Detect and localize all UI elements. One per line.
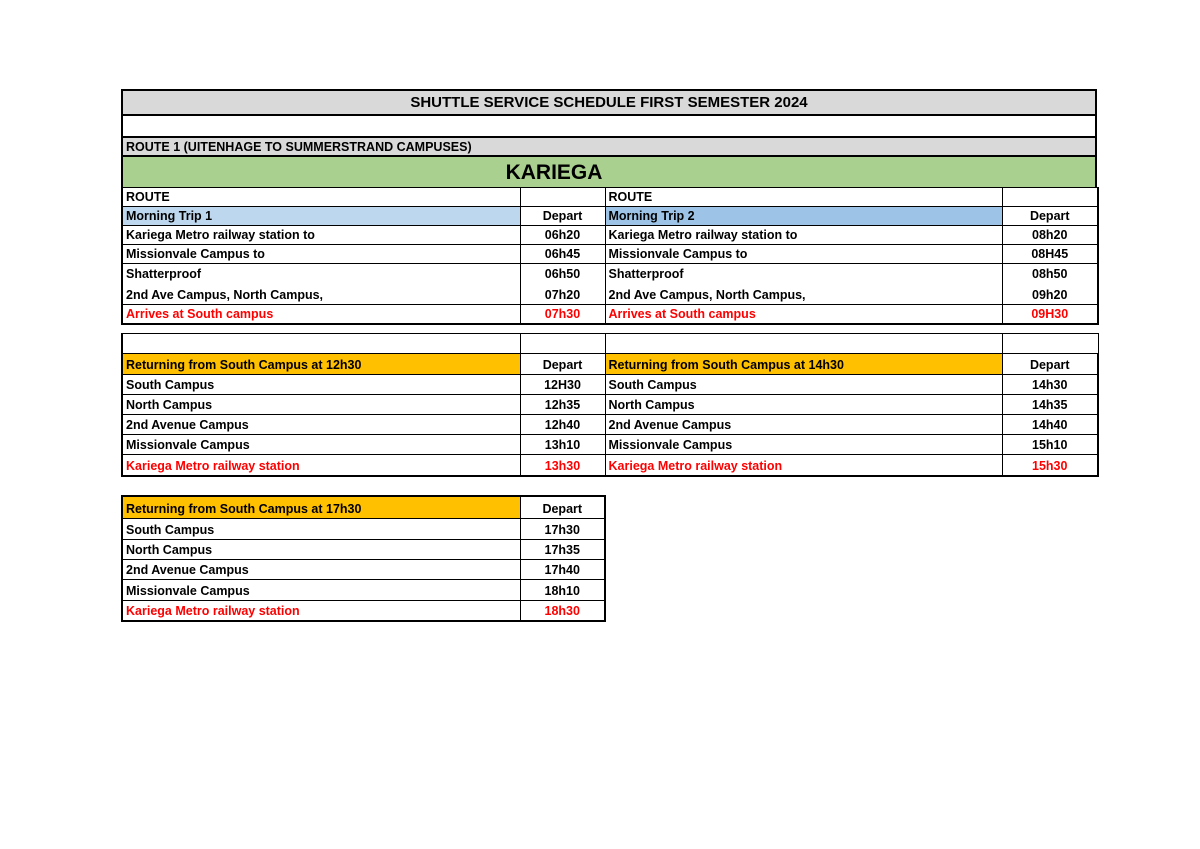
stop-name: Shatterproof bbox=[122, 264, 520, 283]
stop-name: South Campus bbox=[122, 375, 520, 395]
stop-name: North Campus bbox=[122, 395, 520, 415]
blank-cell bbox=[520, 334, 605, 354]
table-row bbox=[122, 579, 605, 600]
depart-header: Depart bbox=[1002, 207, 1098, 226]
route-heading-bar bbox=[121, 136, 1097, 157]
route-label-right: ROUTE bbox=[605, 188, 1002, 207]
stop-name: Missionvale Campus to bbox=[122, 245, 520, 264]
table-row bbox=[122, 305, 1098, 324]
arrival-stop: Arrives at South campus bbox=[605, 305, 1002, 324]
route-heading: ROUTE 1 (UITENHAGE TO SUMMERSTRAND CAMPUSES) bbox=[126, 140, 472, 154]
depart-time: 14h35 bbox=[1002, 395, 1098, 415]
table-row bbox=[122, 435, 1098, 455]
table-row bbox=[122, 207, 1098, 226]
blank-cell bbox=[122, 334, 520, 354]
return-trips-table bbox=[121, 333, 1099, 477]
arrival-time: 13h30 bbox=[520, 455, 605, 476]
stop-name: Shatterproof bbox=[605, 264, 1002, 283]
arrival-time: 09H30 bbox=[1002, 305, 1098, 324]
table-row bbox=[122, 375, 1098, 395]
town-title: KARIEGA bbox=[505, 161, 603, 184]
depart-time: 08h50 bbox=[1002, 264, 1098, 283]
stop-name: 2nd Avenue Campus bbox=[122, 415, 520, 435]
blank-cell bbox=[605, 334, 1002, 354]
arrival-stop: Kariega Metro railway station bbox=[605, 455, 1002, 476]
table-row bbox=[122, 354, 1098, 375]
stop-name: 2nd Ave Campus, North Campus, bbox=[605, 283, 1002, 305]
table-row bbox=[122, 455, 1098, 476]
morning-trip-2-label: Morning Trip 2 bbox=[605, 207, 1002, 226]
arrival-time: 15h30 bbox=[1002, 455, 1098, 476]
depart-time: 17h35 bbox=[520, 539, 605, 559]
table-row bbox=[122, 539, 605, 559]
depart-time: 14h30 bbox=[1002, 375, 1098, 395]
return-heading-14h30: Returning from South Campus at 14h30 bbox=[605, 354, 1002, 375]
stop-name: North Campus bbox=[605, 395, 1002, 415]
depart-time: 14h40 bbox=[1002, 415, 1098, 435]
depart-header: Depart bbox=[520, 496, 605, 518]
return-heading-17h30: Returning from South Campus at 17h30 bbox=[122, 496, 520, 518]
table-row bbox=[122, 395, 1098, 415]
blank-cell bbox=[1002, 188, 1098, 207]
depart-time: 12h40 bbox=[520, 415, 605, 435]
depart-time: 06h45 bbox=[520, 245, 605, 264]
town-bar bbox=[121, 157, 1097, 187]
depart-time: 12h35 bbox=[520, 395, 605, 415]
stop-name: Kariega Metro railway station to bbox=[122, 226, 520, 245]
depart-header: Depart bbox=[520, 207, 605, 226]
depart-time: 06h20 bbox=[520, 226, 605, 245]
depart-time: 07h20 bbox=[520, 283, 605, 305]
table-row bbox=[122, 559, 605, 579]
table-row bbox=[122, 334, 1098, 354]
page-title: SHUTTLE SERVICE SCHEDULE FIRST SEMESTER 2024 bbox=[410, 94, 808, 111]
depart-time: 12H30 bbox=[520, 375, 605, 395]
morning-trips-table bbox=[121, 187, 1099, 325]
depart-header: Depart bbox=[1002, 354, 1098, 375]
depart-time: 08h20 bbox=[1002, 226, 1098, 245]
arrival-stop: Kariega Metro railway station bbox=[122, 600, 520, 621]
stop-name: 2nd Ave Campus, North Campus, bbox=[122, 283, 520, 305]
depart-time: 15h10 bbox=[1002, 435, 1098, 455]
blank-cell bbox=[520, 188, 605, 207]
arrival-time: 18h30 bbox=[520, 600, 605, 621]
depart-time: 09h20 bbox=[1002, 283, 1098, 305]
depart-time: 08H45 bbox=[1002, 245, 1098, 264]
stop-name: South Campus bbox=[122, 518, 520, 539]
depart-time: 18h10 bbox=[520, 579, 605, 600]
depart-time: 06h50 bbox=[520, 264, 605, 283]
stop-name: South Campus bbox=[605, 375, 1002, 395]
stop-name: Kariega Metro railway station to bbox=[605, 226, 1002, 245]
depart-time: 13h10 bbox=[520, 435, 605, 455]
stop-name: North Campus bbox=[122, 539, 520, 559]
depart-time: 17h30 bbox=[520, 518, 605, 539]
blank-row bbox=[121, 115, 1097, 137]
stop-name: Missionvale Campus bbox=[605, 435, 1002, 455]
return-heading-12h30: Returning from South Campus at 12h30 bbox=[122, 354, 520, 375]
stop-name: 2nd Avenue Campus bbox=[605, 415, 1002, 435]
title-bar bbox=[121, 89, 1097, 116]
table-row bbox=[122, 283, 1098, 305]
table-row bbox=[122, 226, 1098, 245]
depart-header: Depart bbox=[520, 354, 605, 375]
stop-name: 2nd Avenue Campus bbox=[122, 559, 520, 579]
evening-return-table bbox=[121, 495, 606, 622]
table-row bbox=[122, 415, 1098, 435]
table-row bbox=[122, 245, 1098, 264]
table-row bbox=[122, 496, 605, 518]
table-row bbox=[122, 600, 605, 621]
table-row bbox=[122, 518, 605, 539]
depart-time: 17h40 bbox=[520, 559, 605, 579]
route-label-left: ROUTE bbox=[122, 188, 520, 207]
table-row bbox=[122, 264, 1098, 283]
arrival-time: 07h30 bbox=[520, 305, 605, 324]
stop-name: Missionvale Campus to bbox=[605, 245, 1002, 264]
stop-name: Missionvale Campus bbox=[122, 435, 520, 455]
blank-cell bbox=[1002, 334, 1098, 354]
arrival-stop: Arrives at South campus bbox=[122, 305, 520, 324]
stop-name: Missionvale Campus bbox=[122, 579, 520, 600]
morning-trip-1-label: Morning Trip 1 bbox=[122, 207, 520, 226]
arrival-stop: Kariega Metro railway station bbox=[122, 455, 520, 476]
table-row bbox=[122, 188, 1098, 207]
